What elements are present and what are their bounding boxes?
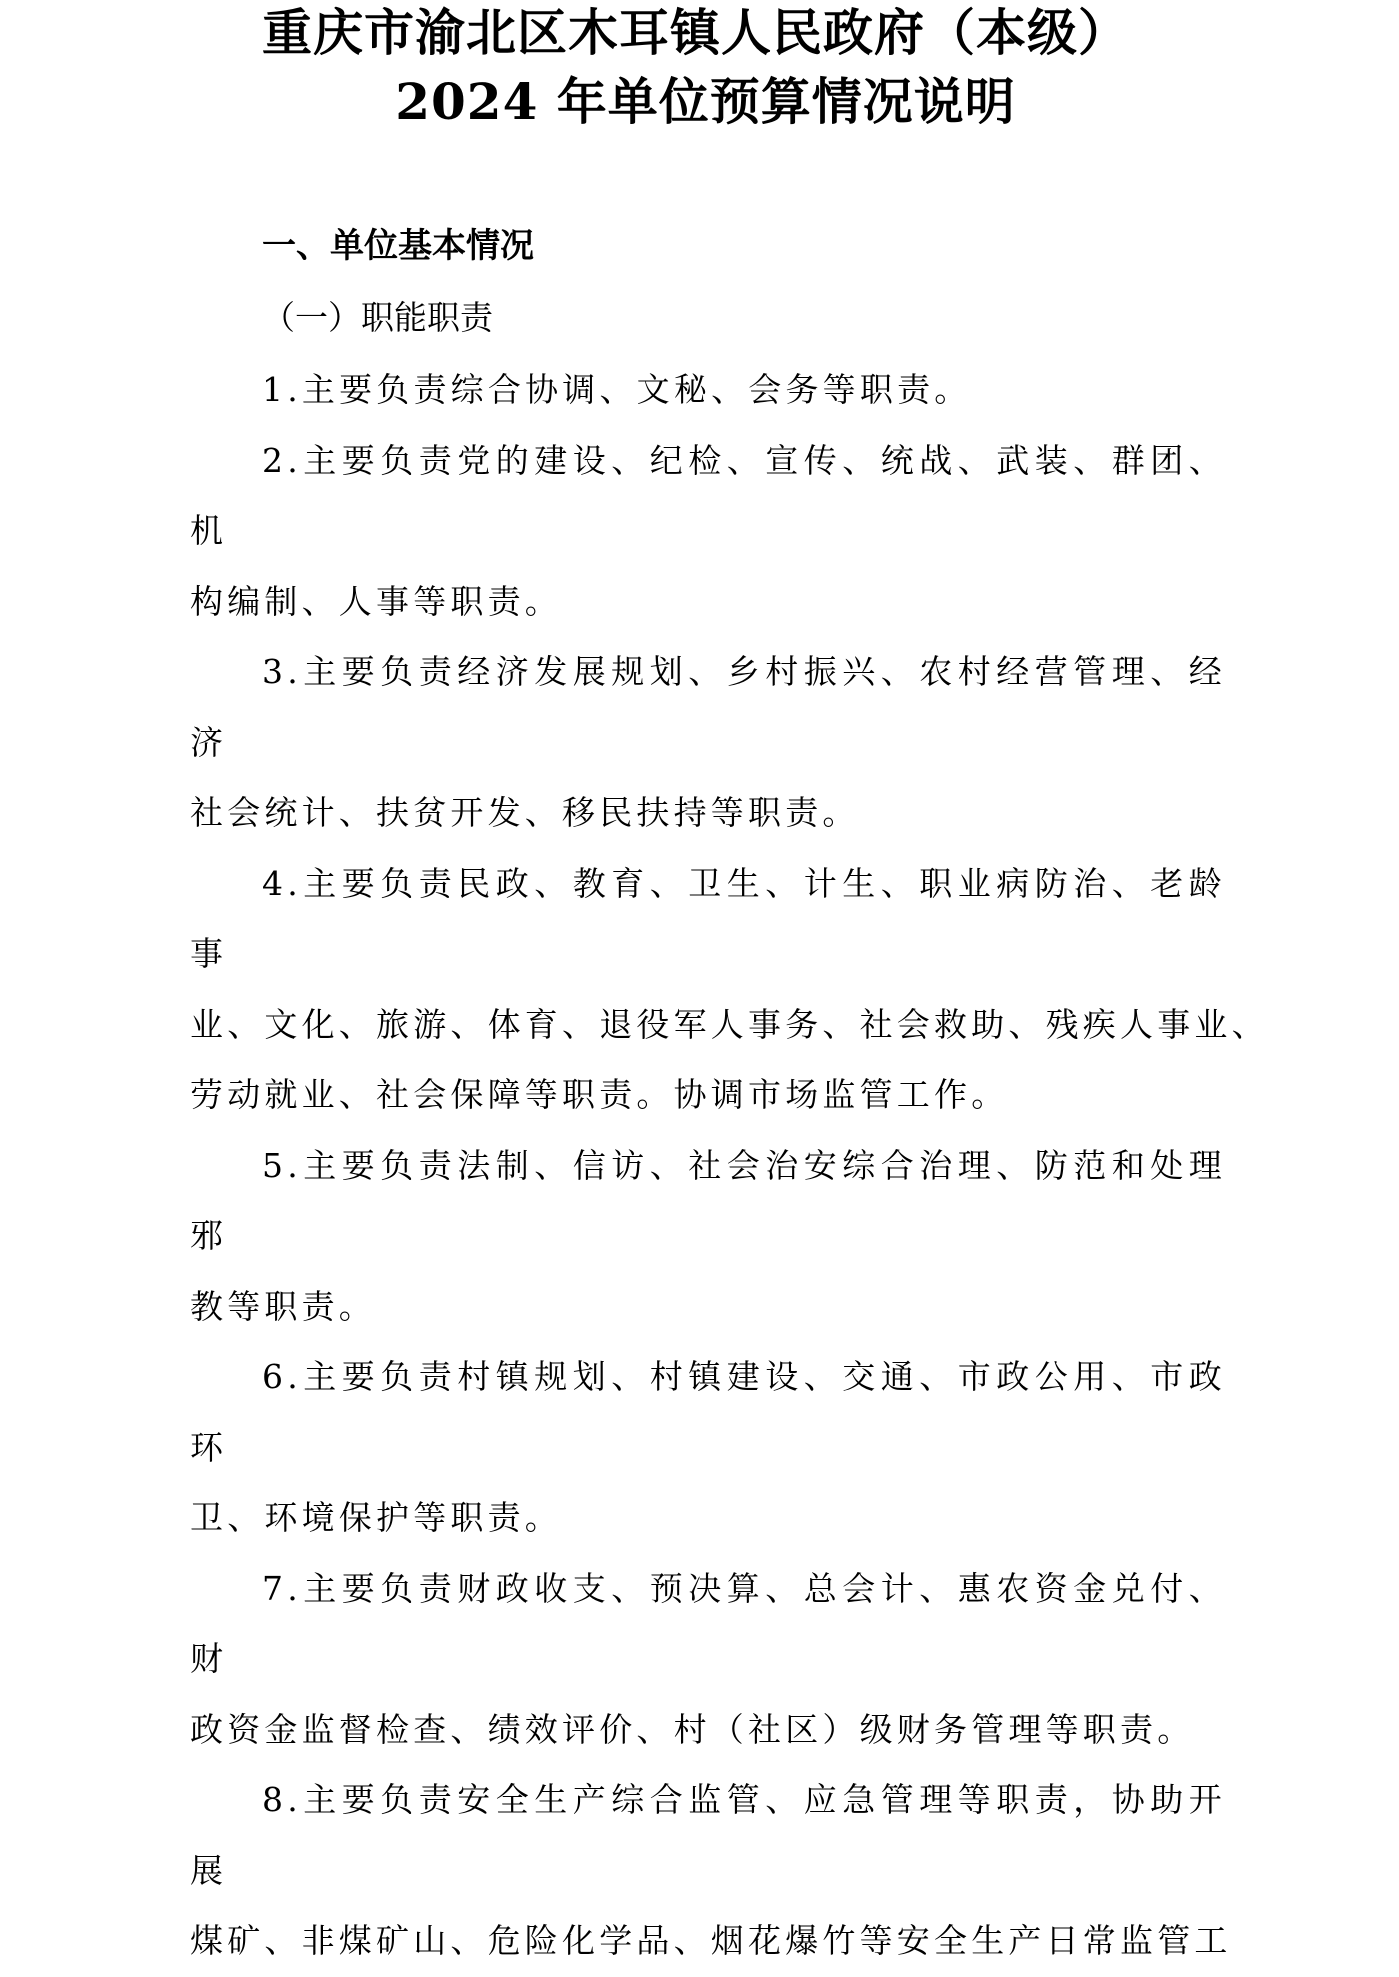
paragraph-4 <box>190 849 1269 1131</box>
paragraph-line: 3.主要负责经济发展规划、乡村振兴、农村经营管理、经济 <box>190 652 1226 762</box>
paragraph-line: 4.主要负责民政、教育、卫生、计生、职业病防治、老龄事 <box>190 863 1226 973</box>
paragraph-line: 1.主要负责综合协调、文秘、会务等职责。 <box>262 370 972 409</box>
paragraph-1 <box>190 355 1226 426</box>
document-body <box>190 355 1269 1977</box>
paragraph-7 <box>190 1554 1226 1766</box>
paragraph-line: 构编制、人事等职责。 <box>190 581 562 621</box>
document-title-line-1: 重庆市渝北区木耳镇人民政府（本级） <box>262 3 1129 62</box>
section-heading-basic-info: 一、单位基本情况 <box>262 226 534 266</box>
paragraph-line: 7.主要负责财政收支、预决算、总会计、惠农资金兑付、财 <box>190 1568 1226 1678</box>
subsection-heading-functions: （一）职能职责 <box>262 298 493 337</box>
paragraph-8 <box>190 1765 1232 1977</box>
paragraph-line: 社会统计、扶贫开发、移民扶持等职责。 <box>190 793 860 832</box>
paragraph-3 <box>190 637 1226 849</box>
paragraph-line: 教等职责。 <box>190 1286 376 1326</box>
paragraph-line: 煤矿、非煤矿山、危险化学品、烟花爆竹等安全生产日常监管工 <box>190 1921 1232 1960</box>
paragraph-line: 2.主要负责党的建设、纪检、宣传、统战、武装、群团、机 <box>190 440 1226 550</box>
paragraph-6 <box>190 1342 1226 1554</box>
paragraph-line: 政资金监督检查、绩效评价、村（社区）级财务管理等职责。 <box>190 1709 1195 1749</box>
paragraph-2 <box>190 426 1226 638</box>
paragraph-line: 卫、环境保护等职责。 <box>190 1498 562 1537</box>
paragraph-line: 6.主要负责村镇规划、村镇建设、交通、市政公用、市政环 <box>190 1357 1226 1467</box>
document-title-line-2: 2024 年单位预算情况说明 <box>395 72 1016 131</box>
paragraph-line: 8.主要负责安全生产综合监管、应急管理等职责，协助开展 <box>190 1780 1226 1890</box>
paragraph-line: 劳动就业、社会保障等职责。协调市场监管工作。 <box>190 1075 1009 1114</box>
paragraph-line: 5.主要负责法制、信访、社会治安综合治理、防范和处理邪 <box>190 1145 1226 1255</box>
paragraph-line: 业、文化、旅游、体育、退役军人事务、社会救助、残疾人事业、 <box>190 1004 1269 1044</box>
paragraph-5 <box>190 1131 1226 1343</box>
